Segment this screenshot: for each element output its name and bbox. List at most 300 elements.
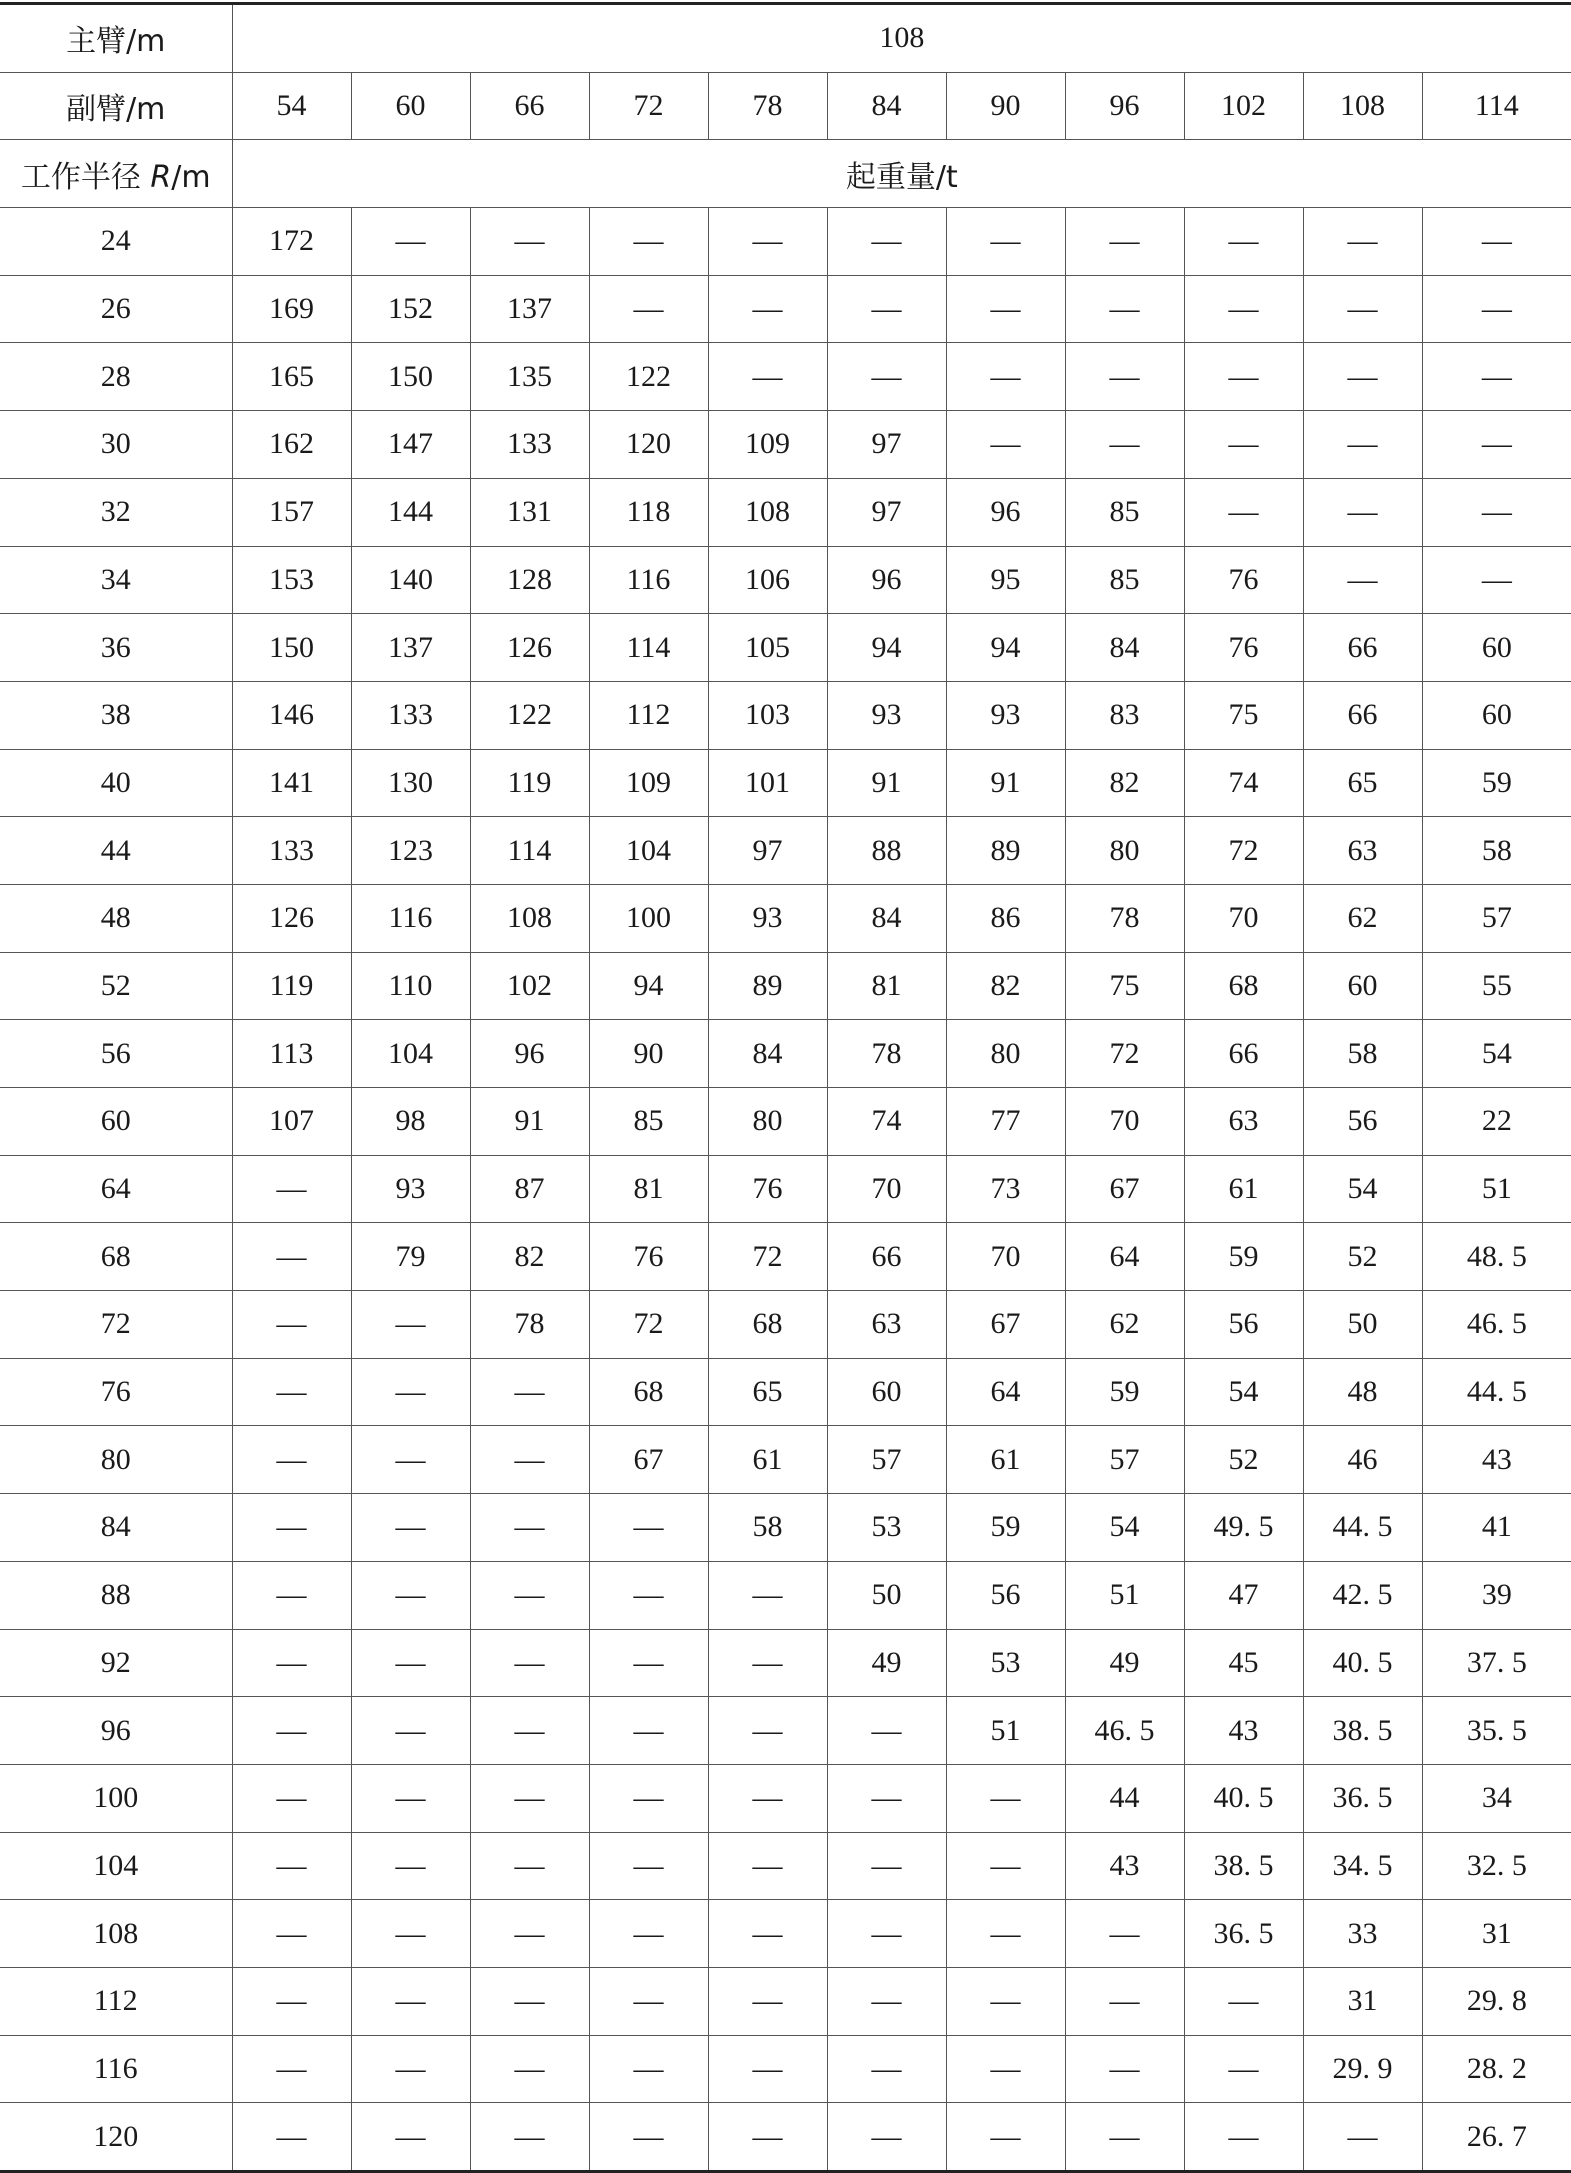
capacity-cell: — bbox=[827, 2035, 946, 2103]
capacity-cell: 31 bbox=[1303, 1967, 1422, 2035]
capacity-cell: — bbox=[232, 1291, 351, 1359]
capacity-cell: 53 bbox=[827, 1494, 946, 1562]
radius-cell: 68 bbox=[0, 1223, 232, 1291]
capacity-cell: — bbox=[1184, 275, 1303, 343]
capacity-cell: 68 bbox=[1184, 952, 1303, 1020]
capacity-cell: 77 bbox=[946, 1088, 1065, 1156]
radius-cell: 80 bbox=[0, 1426, 232, 1494]
capacity-cell: — bbox=[1184, 2035, 1303, 2103]
capacity-cell: 49 bbox=[1065, 1629, 1184, 1697]
capacity-cell: 26. 7 bbox=[1422, 2103, 1571, 2172]
capacity-cell: 137 bbox=[351, 614, 470, 682]
capacity-cell: — bbox=[351, 1561, 470, 1629]
capacity-cell: 40. 5 bbox=[1184, 1764, 1303, 1832]
capacity-cell: 33 bbox=[1303, 1900, 1422, 1968]
capacity-cell: 39 bbox=[1422, 1561, 1571, 1629]
capacity-cell: — bbox=[1303, 411, 1422, 479]
capacity-cell: 29. 8 bbox=[1422, 1967, 1571, 2035]
table-row bbox=[0, 1764, 1571, 1832]
capacity-cell: 133 bbox=[351, 681, 470, 749]
capacity-cell: 74 bbox=[827, 1088, 946, 1156]
capacity-cell: 38. 5 bbox=[1184, 1832, 1303, 1900]
table-row bbox=[0, 275, 1571, 343]
table-row bbox=[0, 2103, 1571, 2172]
capacity-cell: 84 bbox=[708, 1020, 827, 1088]
capacity-cell: 46. 5 bbox=[1422, 1291, 1571, 1359]
main-boom-label: 主臂/m bbox=[0, 4, 232, 73]
capacity-cell: 97 bbox=[827, 411, 946, 479]
table-row bbox=[0, 411, 1571, 479]
capacity-cell: 63 bbox=[1303, 817, 1422, 885]
table-row bbox=[0, 1291, 1571, 1359]
capacity-cell: 86 bbox=[946, 884, 1065, 952]
capacity-cell: 49. 5 bbox=[1184, 1494, 1303, 1562]
capacity-cell: 133 bbox=[232, 817, 351, 885]
capacity-cell: 78 bbox=[470, 1291, 589, 1359]
capacity-cell: — bbox=[351, 1832, 470, 1900]
table-row bbox=[0, 1223, 1571, 1291]
capacity-cell: 114 bbox=[589, 614, 708, 682]
capacity-cell: 29. 9 bbox=[1303, 2035, 1422, 2103]
capacity-cell: 60 bbox=[1303, 952, 1422, 1020]
capacity-cell: 43 bbox=[1422, 1426, 1571, 1494]
capacity-cell: — bbox=[1065, 343, 1184, 411]
radius-cell: 108 bbox=[0, 1900, 232, 1968]
capacity-cell: — bbox=[946, 208, 1065, 276]
capacity-cell: 162 bbox=[232, 411, 351, 479]
capacity-cell: 56 bbox=[946, 1561, 1065, 1629]
capacity-cell: — bbox=[946, 343, 1065, 411]
capacity-cell: 135 bbox=[470, 343, 589, 411]
radius-label-var: R bbox=[150, 159, 172, 195]
capacity-cell: 146 bbox=[232, 681, 351, 749]
capacity-cell: 51 bbox=[1065, 1561, 1184, 1629]
capacity-cell: — bbox=[470, 2103, 589, 2172]
capacity-cell: 68 bbox=[589, 1358, 708, 1426]
capacity-cell: — bbox=[946, 1832, 1065, 1900]
capacity-cell: — bbox=[708, 1561, 827, 1629]
capacity-cell: 91 bbox=[946, 749, 1065, 817]
capacity-cell: 44 bbox=[1065, 1764, 1184, 1832]
capacity-cell: 113 bbox=[232, 1020, 351, 1088]
capacity-cell: — bbox=[470, 1494, 589, 1562]
capacity-cell: 76 bbox=[708, 1155, 827, 1223]
jib-length-header: 90 bbox=[946, 72, 1065, 140]
capacity-cell: 82 bbox=[946, 952, 1065, 1020]
capacity-cell: 75 bbox=[1065, 952, 1184, 1020]
capacity-cell: 36. 5 bbox=[1184, 1900, 1303, 1968]
capacity-cell: 54 bbox=[1422, 1020, 1571, 1088]
capacity-cell: — bbox=[351, 1764, 470, 1832]
capacity-cell: 119 bbox=[232, 952, 351, 1020]
capacity-cell: 66 bbox=[1303, 681, 1422, 749]
capacity-cell: 91 bbox=[470, 1088, 589, 1156]
capacity-cell: — bbox=[470, 208, 589, 276]
capacity-cell: 122 bbox=[470, 681, 589, 749]
capacity-cell: — bbox=[708, 2035, 827, 2103]
capacity-cell: 34. 5 bbox=[1303, 1832, 1422, 1900]
capacity-cell: — bbox=[1422, 411, 1571, 479]
capacity-cell: — bbox=[708, 1764, 827, 1832]
capacity-cell: 80 bbox=[708, 1088, 827, 1156]
header-row-jib bbox=[0, 72, 1571, 140]
capacity-cell: 62 bbox=[1065, 1291, 1184, 1359]
capacity-cell: 51 bbox=[946, 1697, 1065, 1765]
capacity-cell: 35. 5 bbox=[1422, 1697, 1571, 1765]
capacity-cell: 50 bbox=[1303, 1291, 1422, 1359]
table-row bbox=[0, 1020, 1571, 1088]
radius-cell: 52 bbox=[0, 952, 232, 1020]
capacity-cell: — bbox=[470, 1426, 589, 1494]
header-row-radius bbox=[0, 140, 1571, 208]
capacity-cell: 48 bbox=[1303, 1358, 1422, 1426]
capacity-cell: 61 bbox=[708, 1426, 827, 1494]
capacity-cell: — bbox=[708, 343, 827, 411]
capacity-cell: — bbox=[470, 1764, 589, 1832]
capacity-cell: — bbox=[1303, 343, 1422, 411]
capacity-cell: 96 bbox=[470, 1020, 589, 1088]
capacity-cell: — bbox=[1065, 2103, 1184, 2172]
jib-label: 副臂/m bbox=[0, 72, 232, 140]
radius-cell: 24 bbox=[0, 208, 232, 276]
capacity-cell: — bbox=[946, 411, 1065, 479]
jib-length-header: 72 bbox=[589, 72, 708, 140]
table-row bbox=[0, 749, 1571, 817]
capacity-cell: — bbox=[946, 2035, 1065, 2103]
capacity-cell: 109 bbox=[589, 749, 708, 817]
capacity-cell: 150 bbox=[232, 614, 351, 682]
capacity-cell: 70 bbox=[1065, 1088, 1184, 1156]
capacity-cell: — bbox=[232, 1832, 351, 1900]
radius-cell: 64 bbox=[0, 1155, 232, 1223]
capacity-cell: 70 bbox=[827, 1155, 946, 1223]
capacity-cell: 57 bbox=[827, 1426, 946, 1494]
capacity-cell: — bbox=[470, 1967, 589, 2035]
capacity-cell: 37. 5 bbox=[1422, 1629, 1571, 1697]
capacity-cell: 126 bbox=[470, 614, 589, 682]
capacity-cell: — bbox=[351, 1697, 470, 1765]
jib-length-header: 78 bbox=[708, 72, 827, 140]
radius-cell: 38 bbox=[0, 681, 232, 749]
capacity-cell: 57 bbox=[1422, 884, 1571, 952]
capacity-cell: — bbox=[351, 1494, 470, 1562]
capacity-cell: 116 bbox=[351, 884, 470, 952]
radius-cell: 34 bbox=[0, 546, 232, 614]
main-boom-value: 108 bbox=[232, 4, 1571, 73]
radius-cell: 30 bbox=[0, 411, 232, 479]
capacity-cell: — bbox=[827, 1697, 946, 1765]
capacity-cell: 66 bbox=[1303, 614, 1422, 682]
capacity-cell: 120 bbox=[589, 411, 708, 479]
capacity-cell: 60 bbox=[1422, 681, 1571, 749]
capacity-cell: 44. 5 bbox=[1422, 1358, 1571, 1426]
capacity-cell: 96 bbox=[827, 546, 946, 614]
capacity-cell: 62 bbox=[1303, 884, 1422, 952]
capacity-cell: — bbox=[470, 1561, 589, 1629]
capacity-cell: 81 bbox=[827, 952, 946, 1020]
capacity-cell: 56 bbox=[1184, 1291, 1303, 1359]
capacity-cell: 93 bbox=[708, 884, 827, 952]
capacity-cell: — bbox=[827, 1764, 946, 1832]
capacity-cell: 63 bbox=[827, 1291, 946, 1359]
capacity-cell: — bbox=[232, 1223, 351, 1291]
capacity-cell: — bbox=[827, 1832, 946, 1900]
capacity-cell: 91 bbox=[827, 749, 946, 817]
table-row bbox=[0, 1426, 1571, 1494]
capacity-cell: 67 bbox=[1065, 1155, 1184, 1223]
capacity-cell: — bbox=[232, 1967, 351, 2035]
capacity-cell: 97 bbox=[827, 478, 946, 546]
capacity-cell: — bbox=[351, 1967, 470, 2035]
capacity-cell: 89 bbox=[946, 817, 1065, 885]
capacity-cell: 34 bbox=[1422, 1764, 1571, 1832]
capacity-cell: — bbox=[470, 1900, 589, 1968]
capacity-cell: — bbox=[1065, 275, 1184, 343]
capacity-cell: 36. 5 bbox=[1303, 1764, 1422, 1832]
capacity-cell: — bbox=[589, 1629, 708, 1697]
capacity-cell: 147 bbox=[351, 411, 470, 479]
load-chart-table bbox=[0, 2, 1571, 2173]
radius-cell: 32 bbox=[0, 478, 232, 546]
capacity-cell: 41 bbox=[1422, 1494, 1571, 1562]
capacity-cell: 108 bbox=[470, 884, 589, 952]
capacity-cell: — bbox=[1065, 1900, 1184, 1968]
jib-length-header: 108 bbox=[1303, 72, 1422, 140]
capacity-cell: 59 bbox=[1065, 1358, 1184, 1426]
capacity-cell: — bbox=[1422, 208, 1571, 276]
table-row bbox=[0, 817, 1571, 885]
capacity-cell: 137 bbox=[470, 275, 589, 343]
capacity-cell: 157 bbox=[232, 478, 351, 546]
table-row bbox=[0, 208, 1571, 276]
capacity-cell: 74 bbox=[1184, 749, 1303, 817]
capacity-cell: 84 bbox=[827, 884, 946, 952]
capacity-cell: 59 bbox=[1184, 1223, 1303, 1291]
radius-cell: 96 bbox=[0, 1697, 232, 1765]
capacity-cell: 85 bbox=[589, 1088, 708, 1156]
table-row bbox=[0, 1088, 1571, 1156]
capacity-cell: 52 bbox=[1303, 1223, 1422, 1291]
capacity-cell: — bbox=[1184, 343, 1303, 411]
capacity-cell: — bbox=[708, 275, 827, 343]
capacity-cell: 42. 5 bbox=[1303, 1561, 1422, 1629]
capacity-cell: — bbox=[351, 1358, 470, 1426]
capacity-cell: — bbox=[1303, 2103, 1422, 2172]
capacity-cell: 32. 5 bbox=[1422, 1832, 1571, 1900]
capacity-cell: 94 bbox=[946, 614, 1065, 682]
table-row bbox=[0, 546, 1571, 614]
radius-cell: 72 bbox=[0, 1291, 232, 1359]
capacity-cell: — bbox=[470, 1358, 589, 1426]
capacity-cell: — bbox=[827, 275, 946, 343]
capacity-cell: 46. 5 bbox=[1065, 1697, 1184, 1765]
capacity-cell: 152 bbox=[351, 275, 470, 343]
jib-length-header: 54 bbox=[232, 72, 351, 140]
radius-cell: 84 bbox=[0, 1494, 232, 1562]
capacity-cell: — bbox=[708, 208, 827, 276]
capacity-cell: 54 bbox=[1184, 1358, 1303, 1426]
capacity-cell: — bbox=[351, 2103, 470, 2172]
radius-cell: 120 bbox=[0, 2103, 232, 2172]
capacity-cell: 61 bbox=[946, 1426, 1065, 1494]
capacity-cell: 108 bbox=[708, 478, 827, 546]
capacity-cell: 58 bbox=[1422, 817, 1571, 885]
capacity-cell: — bbox=[470, 2035, 589, 2103]
radius-cell: 88 bbox=[0, 1561, 232, 1629]
capacity-cell: — bbox=[827, 2103, 946, 2172]
capacity-cell: 96 bbox=[946, 478, 1065, 546]
capacity-cell: 131 bbox=[470, 478, 589, 546]
radius-cell: 56 bbox=[0, 1020, 232, 1088]
capacity-cell: 123 bbox=[351, 817, 470, 885]
capacity-cell: — bbox=[589, 2103, 708, 2172]
jib-length-header: 102 bbox=[1184, 72, 1303, 140]
table-row bbox=[0, 952, 1571, 1020]
capacity-cell: 40. 5 bbox=[1303, 1629, 1422, 1697]
capacity-cell: 87 bbox=[470, 1155, 589, 1223]
capacity-cell: — bbox=[351, 2035, 470, 2103]
capacity-cell: 133 bbox=[470, 411, 589, 479]
capacity-cell: 72 bbox=[708, 1223, 827, 1291]
capacity-cell: 114 bbox=[470, 817, 589, 885]
capacity-cell: 94 bbox=[827, 614, 946, 682]
capacity-cell: 47 bbox=[1184, 1561, 1303, 1629]
capacity-cell: — bbox=[708, 1629, 827, 1697]
radius-cell: 116 bbox=[0, 2035, 232, 2103]
capacity-cell: 84 bbox=[1065, 614, 1184, 682]
capacity-cell: 106 bbox=[708, 546, 827, 614]
capacity-cell: — bbox=[946, 1900, 1065, 1968]
capacity-cell: 43 bbox=[1184, 1697, 1303, 1765]
capacity-cell: 144 bbox=[351, 478, 470, 546]
capacity-cell: 85 bbox=[1065, 546, 1184, 614]
capacity-cell: 105 bbox=[708, 614, 827, 682]
radius-cell: 28 bbox=[0, 343, 232, 411]
capacity-cell: 95 bbox=[946, 546, 1065, 614]
capacity-cell: — bbox=[589, 1900, 708, 1968]
capacity-cell: 82 bbox=[1065, 749, 1184, 817]
capacity-cell: 85 bbox=[1065, 478, 1184, 546]
jib-length-header: 84 bbox=[827, 72, 946, 140]
capacity-cell: 116 bbox=[589, 546, 708, 614]
table-body bbox=[0, 4, 1571, 2172]
capacity-cell: 79 bbox=[351, 1223, 470, 1291]
table-row bbox=[0, 614, 1571, 682]
capacity-cell: — bbox=[351, 1629, 470, 1697]
capacity-cell: 76 bbox=[1184, 546, 1303, 614]
capacity-cell: — bbox=[1065, 208, 1184, 276]
capacity-cell: — bbox=[827, 1967, 946, 2035]
capacity-cell: — bbox=[232, 1358, 351, 1426]
capacity-cell: — bbox=[946, 2103, 1065, 2172]
table-row bbox=[0, 1155, 1571, 1223]
capacity-cell: — bbox=[946, 275, 1065, 343]
capacity-cell: 122 bbox=[589, 343, 708, 411]
capacity-cell: 141 bbox=[232, 749, 351, 817]
capacity-cell: 104 bbox=[351, 1020, 470, 1088]
capacity-cell: 107 bbox=[232, 1088, 351, 1156]
capacity-cell: 150 bbox=[351, 343, 470, 411]
table-row bbox=[0, 1358, 1571, 1426]
capacity-cell: 98 bbox=[351, 1088, 470, 1156]
capacity-cell: 172 bbox=[232, 208, 351, 276]
capacity-cell: 22 bbox=[1422, 1088, 1571, 1156]
capacity-cell: — bbox=[708, 1900, 827, 1968]
table-row bbox=[0, 478, 1571, 546]
capacity-cell: — bbox=[351, 1900, 470, 1968]
capacity-cell: — bbox=[1184, 2103, 1303, 2172]
capacity-cell: 102 bbox=[470, 952, 589, 1020]
capacity-cell: — bbox=[1065, 1967, 1184, 2035]
capacity-cell: 126 bbox=[232, 884, 351, 952]
capacity-cell: 118 bbox=[589, 478, 708, 546]
capacity-cell: — bbox=[232, 1494, 351, 1562]
radius-cell: 40 bbox=[0, 749, 232, 817]
capacity-cell: 101 bbox=[708, 749, 827, 817]
capacity-cell: — bbox=[589, 1697, 708, 1765]
capacity-cell: 59 bbox=[946, 1494, 1065, 1562]
radius-cell: 112 bbox=[0, 1967, 232, 2035]
capacity-cell: — bbox=[1422, 546, 1571, 614]
capacity-cell: 90 bbox=[589, 1020, 708, 1088]
radius-cell: 60 bbox=[0, 1088, 232, 1156]
capacity-cell: — bbox=[589, 275, 708, 343]
capacity-cell: 73 bbox=[946, 1155, 1065, 1223]
capacity-cell: — bbox=[470, 1832, 589, 1900]
capacity-cell: — bbox=[589, 1832, 708, 1900]
capacity-cell: — bbox=[1303, 546, 1422, 614]
capacity-cell: — bbox=[232, 2103, 351, 2172]
radius-cell: 26 bbox=[0, 275, 232, 343]
capacity-cell: — bbox=[1184, 208, 1303, 276]
capacity-cell: 165 bbox=[232, 343, 351, 411]
capacity-cell: — bbox=[1303, 275, 1422, 343]
capacity-cell: 68 bbox=[708, 1291, 827, 1359]
table-row bbox=[0, 681, 1571, 749]
capacity-cell: — bbox=[708, 1697, 827, 1765]
capacity-cell: 63 bbox=[1184, 1088, 1303, 1156]
capacity-cell: 94 bbox=[589, 952, 708, 1020]
radius-cell: 36 bbox=[0, 614, 232, 682]
capacity-cell: — bbox=[232, 1900, 351, 1968]
capacity-cell: — bbox=[232, 1629, 351, 1697]
capacity-cell: 140 bbox=[351, 546, 470, 614]
capacity-cell: — bbox=[827, 343, 946, 411]
capacity-cell: 72 bbox=[1065, 1020, 1184, 1088]
table-row bbox=[0, 1494, 1571, 1562]
capacity-cell: 49 bbox=[827, 1629, 946, 1697]
capacity-cell: 103 bbox=[708, 681, 827, 749]
capacity-cell: 59 bbox=[1422, 749, 1571, 817]
radius-cell: 104 bbox=[0, 1832, 232, 1900]
table-row bbox=[0, 1967, 1571, 2035]
capacity-cell: 60 bbox=[1422, 614, 1571, 682]
capacity-cell: 75 bbox=[1184, 681, 1303, 749]
table-row bbox=[0, 1697, 1571, 1765]
capacity-cell: — bbox=[708, 2103, 827, 2172]
capacity-cell: — bbox=[232, 1426, 351, 1494]
capacity-cell: — bbox=[589, 2035, 708, 2103]
capacity-cell: 61 bbox=[1184, 1155, 1303, 1223]
capacity-cell: — bbox=[1303, 208, 1422, 276]
capacity-cell: — bbox=[1422, 343, 1571, 411]
capacity-cell: — bbox=[589, 1764, 708, 1832]
capacity-cell: — bbox=[1303, 478, 1422, 546]
capacity-cell: 54 bbox=[1065, 1494, 1184, 1562]
capacity-cell: 57 bbox=[1065, 1426, 1184, 1494]
capacity-cell: 31 bbox=[1422, 1900, 1571, 1968]
capacity-cell: — bbox=[1422, 478, 1571, 546]
